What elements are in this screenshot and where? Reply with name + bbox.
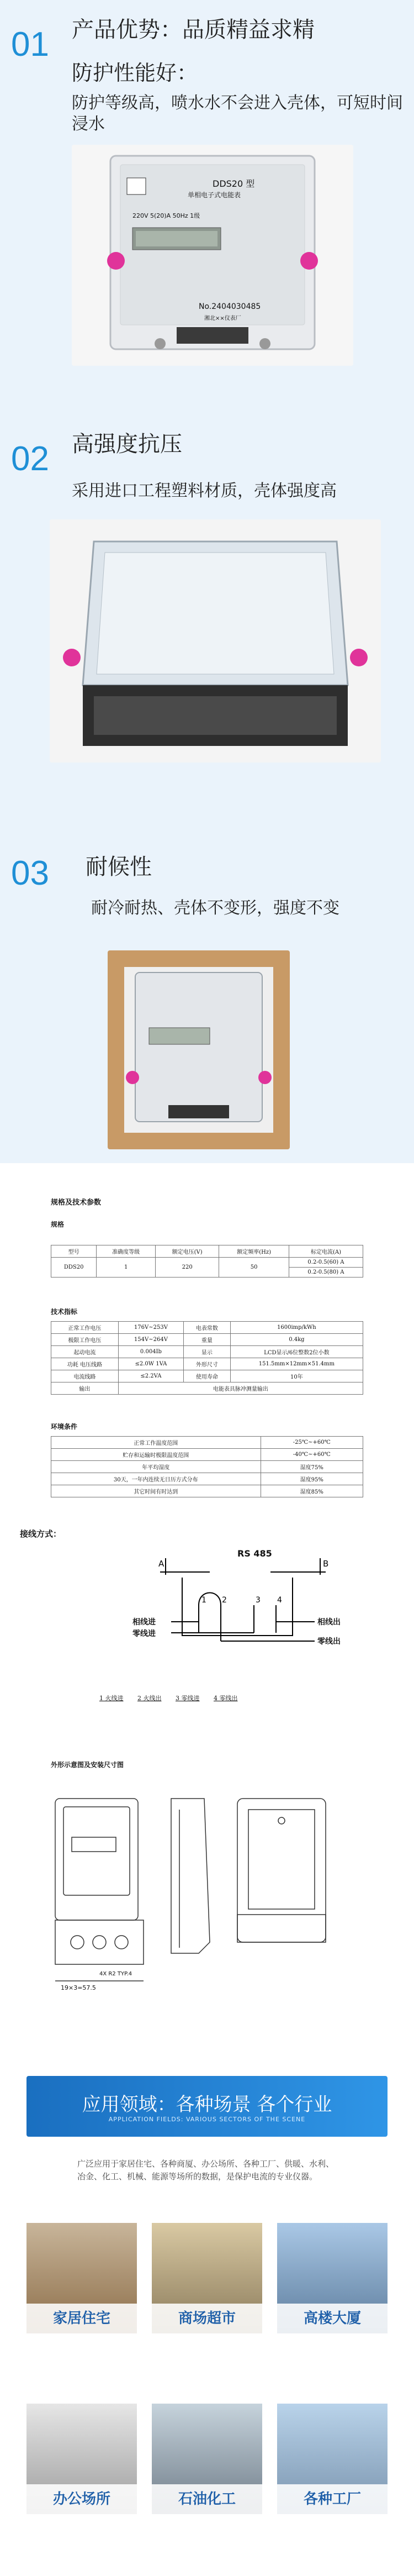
table-cell: 年平均湿度 [51, 1461, 261, 1473]
table-cell: -40℃~+60℃ [261, 1449, 363, 1461]
wiring-live-in-label: 相线进 [132, 1618, 156, 1627]
section-number: 02 [11, 440, 49, 478]
table-cell: 贮存和运输时极限温度范围 [51, 1449, 261, 1461]
product-photo-meter [72, 145, 353, 366]
spec-title: 规格及技术参数 [51, 1198, 102, 1207]
table-row [51, 1461, 363, 1473]
dim-typ-label: 4X R2 TYP.4 [99, 1971, 132, 1977]
tile-caption: 办公场所 [26, 2484, 137, 2514]
table-header: 型号 [51, 1245, 97, 1258]
wiring-neutral-out-label: 零线出 [317, 1637, 341, 1646]
table-cell: ≤2.2VA [118, 1370, 183, 1382]
table-cell: 输出 [51, 1382, 119, 1395]
legend-item: 4 零线出 [214, 1695, 238, 1702]
table-cell: DDS20 [51, 1258, 97, 1278]
table-cell: 电能表具脉冲测量输出 [118, 1382, 363, 1395]
svg-text:A: A [158, 1559, 164, 1569]
table-cell: 154V~264V [118, 1334, 183, 1346]
wiring-title: 接线方式： [20, 1529, 62, 1539]
table-cell: 湿度95% [261, 1473, 363, 1485]
section-protection [0, 0, 414, 387]
tile-caption: 各种工厂 [277, 2484, 388, 2514]
svg-text:1: 1 [201, 1596, 206, 1605]
table-cell: 电表常数 [184, 1322, 231, 1334]
tile-caption: 石油化工 [152, 2484, 262, 2514]
spec-section-heading: 环境条件 [51, 1423, 78, 1431]
meter-model-label: DDS20 型 [213, 178, 255, 189]
industry-banner [26, 2076, 388, 2137]
wiring-rs485-label: RS 485 [237, 1548, 272, 1559]
table-header: 准确度等级 [97, 1245, 156, 1258]
section-number: 03 [11, 854, 49, 892]
section-headline: 耐候性 [86, 854, 152, 880]
table-header: 标定电流(A) [289, 1245, 363, 1258]
legend-item: 1 火线进 [99, 1695, 124, 1702]
spec-table-technical [51, 1321, 363, 1395]
section-number: 01 [11, 25, 49, 64]
section-description: 耐冷耐热、壳体不变形，强度不变 [91, 898, 339, 918]
table-cell: 显示 [184, 1346, 231, 1358]
table-header: 额定频率(Hz) [219, 1245, 289, 1258]
table-cell: 功耗 电压线路 [51, 1358, 119, 1370]
table-row [51, 1322, 363, 1334]
table-cell: 其它时间有时达到 [51, 1485, 261, 1497]
table-cell: 湿度75% [261, 1461, 363, 1473]
table-row [51, 1437, 363, 1449]
table-cell: 极限工作电压 [51, 1334, 119, 1346]
table-cell: 重量 [184, 1334, 231, 1346]
wiring-legend [99, 1694, 238, 1702]
table-cell: 1600imp/kWh [230, 1322, 363, 1334]
table-header-row [51, 1245, 363, 1258]
table-cell: 0.004Ib [118, 1346, 183, 1358]
industry-subtitle: APPLICATION FIELDS: VARIOUS SECTORS OF THE SCENE [108, 2116, 306, 2123]
industry-tile [277, 2223, 388, 2333]
table-cell: 30天，一年内连续无日历方式分布 [51, 1473, 261, 1485]
svg-text:4: 4 [277, 1596, 282, 1605]
table-cell: ≤2.0W 1VA [118, 1358, 183, 1370]
industry-description: 广泛应用于家居住宅、各种商厦、办公场所、各种工厂、供暖、水利、冶金、化工、机械、能源等场所的数据，是保护电流的专业仪器。 [77, 2159, 335, 2182]
industry-section [0, 2031, 414, 2576]
meter-serial-label: No.2404030485 [199, 302, 261, 311]
section-strength [0, 387, 414, 774]
table-cell: 正常工作温度范围 [51, 1437, 261, 1449]
table-row [51, 1382, 363, 1395]
legend-item: 2 火线出 [137, 1695, 162, 1702]
section-subtitle: 防护性能好： [72, 61, 198, 85]
spec-table-ratings [51, 1245, 363, 1278]
section-description: 防护等级高，喷水水不会进入壳体，可短时间浸水 [72, 93, 403, 134]
product-photo-box [108, 950, 290, 1149]
table-header: 额定电压(V) [156, 1245, 219, 1258]
table-row [51, 1473, 363, 1485]
section-weather [0, 774, 414, 1163]
spec-sheet [0, 1163, 414, 2031]
dims-title: 外形示意图及安装尺寸图 [51, 1761, 124, 1769]
table-cell: 0.2-0.5(80) A [289, 1268, 363, 1278]
table-cell: 10年 [230, 1370, 363, 1382]
wiring-neutral-in-label: 零线进 [132, 1629, 156, 1638]
table-cell: 电流线路 [51, 1370, 119, 1382]
industry-tile [277, 2404, 388, 2514]
table-row [51, 1258, 363, 1268]
table-cell: LCD显示/6位整数2位小数 [230, 1346, 363, 1358]
meter-name-label: 单相电子式电能表 [188, 191, 241, 199]
table-row [51, 1449, 363, 1461]
svg-text:B: B [323, 1559, 329, 1569]
table-cell: 0.2-0.5(60) A [289, 1258, 363, 1268]
table-cell: 220 [156, 1258, 219, 1278]
table-cell: -25℃~+60℃ [261, 1437, 363, 1449]
section-headline: 产品优势：品质精益求精 [72, 17, 315, 43]
section-description: 采用进口工程塑料材质，壳体强度高 [72, 481, 337, 501]
spec-section-heading: 技术指标 [51, 1308, 78, 1316]
industry-title: 应用领域：各种场景 各个行业 [82, 2094, 332, 2116]
table-row [51, 1485, 363, 1497]
table-row [51, 1358, 363, 1370]
table-cell: 50 [219, 1258, 289, 1278]
industry-tile [152, 2404, 262, 2514]
spec-table-environment [51, 1436, 363, 1497]
table-cell: 使用寿命 [184, 1370, 231, 1382]
table-cell: 0.4kg [230, 1334, 363, 1346]
table-cell: 起动电流 [51, 1346, 119, 1358]
industry-tile [26, 2223, 137, 2333]
table-cell: 1 [97, 1258, 156, 1278]
table-cell: 湿度85% [261, 1485, 363, 1497]
section-headline: 高强度抗压 [72, 432, 182, 457]
industry-tile [152, 2223, 262, 2333]
tile-caption: 商场超市 [152, 2304, 262, 2333]
table-row [51, 1370, 363, 1382]
legend-item: 3 零线进 [176, 1695, 200, 1702]
svg-text:3: 3 [256, 1596, 261, 1605]
table-row [51, 1334, 363, 1346]
table-cell: 外形尺寸 [184, 1358, 231, 1370]
meter-maker-label: 湘北××仪表厂 [204, 316, 241, 322]
table-cell: 176V~253V [118, 1322, 183, 1334]
dim-bottom-label: 19×3=57.5 [61, 1984, 96, 1991]
spec-section-heading: 规格 [51, 1221, 65, 1228]
wiring-diagram [138, 1544, 370, 1677]
tile-caption: 家居住宅 [26, 2304, 137, 2333]
wiring-live-out-label: 相线出 [317, 1618, 341, 1627]
table-cell: 正常工作电压 [51, 1322, 119, 1334]
industry-tile [26, 2404, 137, 2514]
product-photo-cover [50, 519, 381, 763]
table-row [51, 1346, 363, 1358]
svg-text:2: 2 [222, 1596, 227, 1605]
tile-caption: 高楼大厦 [277, 2304, 388, 2333]
table-cell: 151.5mm×12mm×51.4mm [230, 1358, 363, 1370]
meter-spec-label: 220V 5(20)A 50Hz 1级 [132, 212, 200, 219]
